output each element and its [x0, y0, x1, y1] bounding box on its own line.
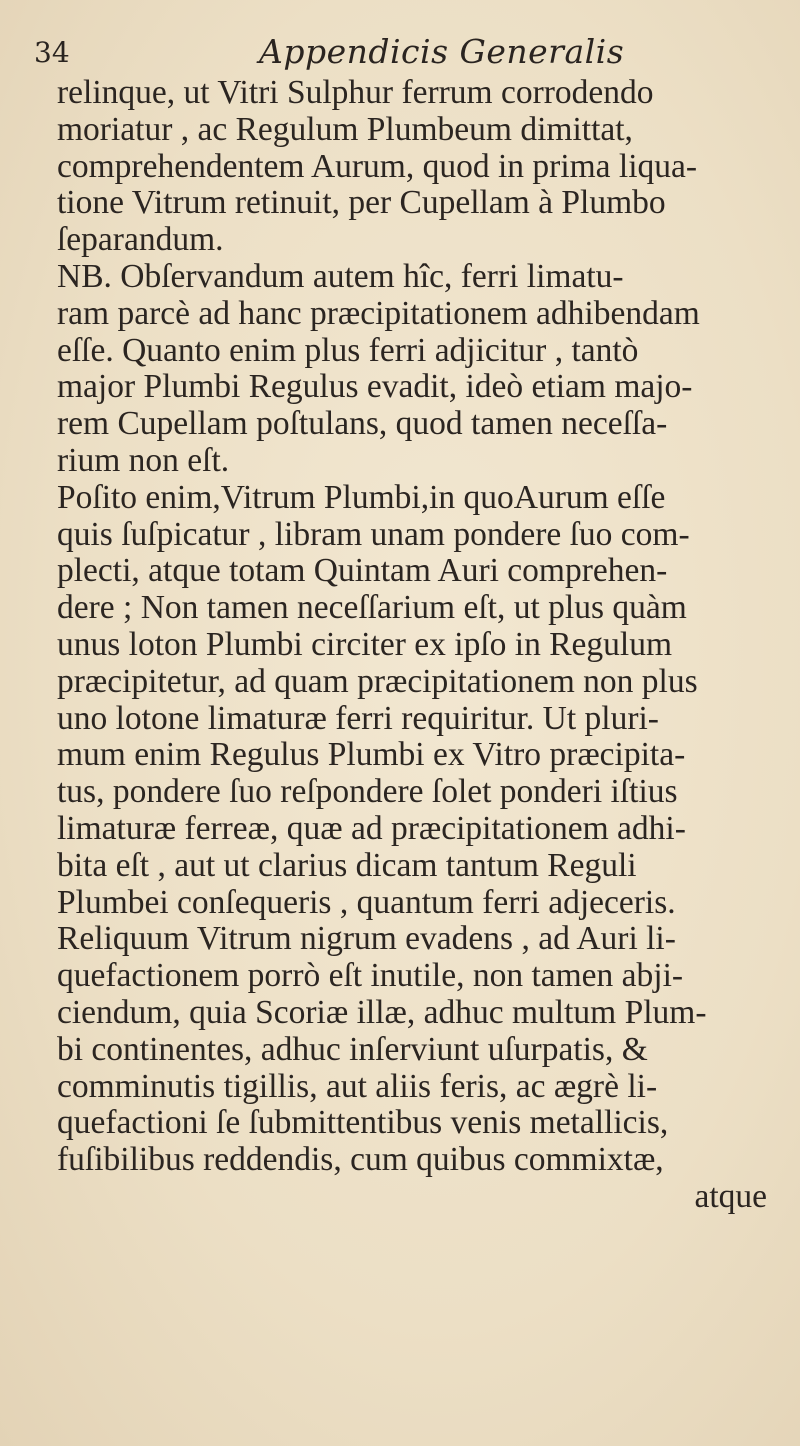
text-line: rium non eſt.: [57, 441, 230, 479]
text-line: eſſe. Quanto enim plus ferri adjicitur , tantò: [57, 331, 639, 369]
text-line: ram parcè ad hanc præcipitationem adhibendam: [57, 294, 700, 332]
text-line: fuſibilibus reddendis, cum quibus commixtæ,: [57, 1141, 664, 1179]
text-line: mum enim Regulus Plumbi ex Vitro præcipita-: [57, 736, 686, 774]
text-line: tione Vitrum retinuit, per Cupellam à Plumbo: [57, 184, 666, 222]
text-line: tus, pondere ſuo reſpondere ſolet ponderi iſtius: [57, 773, 678, 811]
text-line: limaturæ ferreæ, quæ ad præcipitationem adhi-: [57, 809, 686, 847]
text-line: dere ; Non tamen neceſſarium eſt, ut plus quàm: [57, 589, 687, 627]
text-line: quis ſuſpicatur , libram unam pondere ſuo com-: [57, 515, 690, 553]
text-line: comminutis tigillis, aut aliis feris, ac ægrè li-: [57, 1067, 658, 1105]
text-line: relinque, ut Vitri Sulphur ferrum corrodendo: [57, 74, 654, 111]
text-line: NB. Obſervandum autem hîc, ferri limatu-: [57, 257, 624, 295]
text-line: ſeparandum.: [57, 221, 224, 259]
text-line: plecti, atque totam Quintam Auri comprehen-: [57, 552, 668, 590]
running-head: Appendicis Generalis: [259, 32, 625, 71]
text-line: quefactionem porrò eſt inutile, non tamen abji-: [57, 957, 684, 995]
text-line: Reliquum Vitrum nigrum evadens , ad Auri li-: [57, 920, 676, 958]
text-line: quefactioni ſe ſubmittentibus venis metallicis,: [57, 1104, 669, 1142]
page-header: [34, 26, 774, 70]
text-line: bita eſt , aut ut clarius dicam tantum Reguli: [57, 846, 637, 884]
catchword: atque: [694, 1177, 767, 1215]
page-number: 34: [34, 36, 70, 69]
text-line: comprehendentem Aurum, quod in prima liqua-: [57, 147, 698, 185]
text-line: bi continentes, adhuc inſerviunt uſurpatis, &: [57, 1030, 648, 1068]
body-text: [57, 75, 787, 1216]
text-line: rem Cupellam poſtulans, quod tamen neceſſa-: [57, 405, 668, 443]
text-line: Plumbei conſequeris , quantum ferri adjeceris.: [57, 883, 676, 921]
text-line: unus loton Plumbi circiter ex ipſo in Regulum: [57, 625, 673, 663]
text-line: ciendum, quia Scoriæ illæ, adhuc multum Plum-: [57, 993, 707, 1031]
text-line: major Plumbi Regulus evadit, ideò etiam majo-: [57, 368, 693, 406]
text-line: Poſito enim,Vitrum Plumbi,in quoAurum eſſe: [57, 478, 666, 516]
text-line: præcipitetur, ad quam præcipitationem non plus: [57, 662, 698, 700]
text-line: moriatur , ac Regulum Plumbeum dimittat,: [57, 110, 633, 148]
text-line: uno lotone limaturæ ferri requiritur. Ut pluri-: [57, 699, 659, 737]
